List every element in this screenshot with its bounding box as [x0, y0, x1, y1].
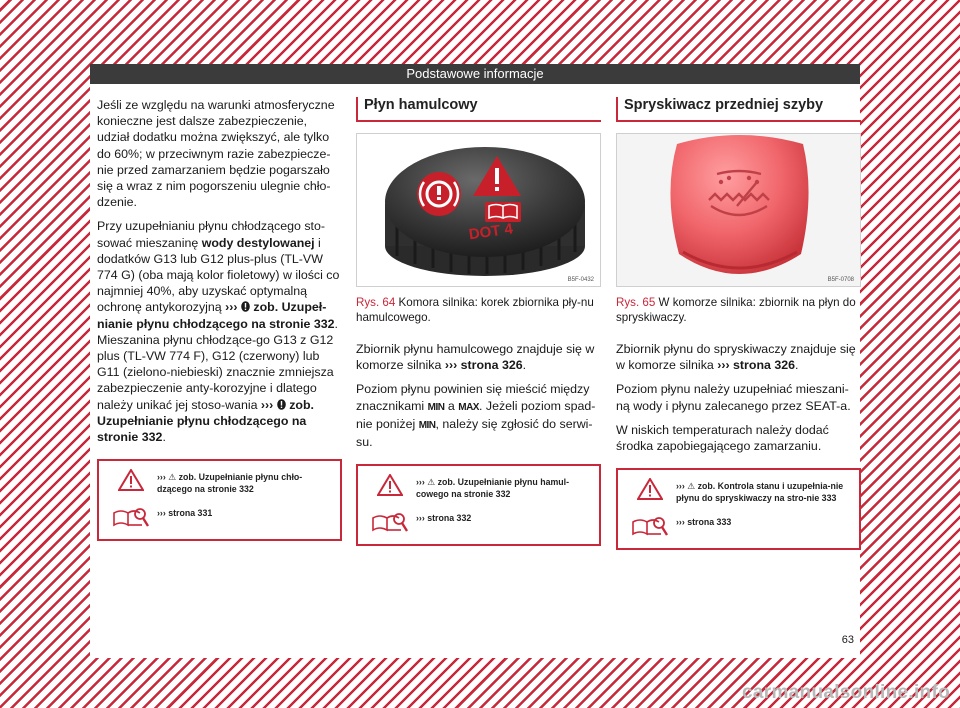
figure-code: B5F-0432 [567, 277, 594, 283]
watermark: carmanualsonline.info [742, 682, 950, 703]
min-marker: MIN [418, 419, 436, 431]
info-reference[interactable]: ››› strona 331 [157, 508, 213, 519]
warning-reference[interactable]: ››› ⚠ zob. Kontrola stanu i uzupełnia-nie płynu do spryskiwaczy na stro-nie 333 [676, 481, 844, 503]
info-circle-icon [241, 301, 250, 312]
figure-washer-reservoir [616, 133, 861, 287]
paragraph: Przy uzupełnianiu płynu chłodzącego sto-sować mieszaninę wody destylowanej i dodatków G13 lub G12 plus-plus (TL-VW 774 G) (oba mają kolor fioletowy) w ilości co najmniej 40%, aby uzyskać optymalną ochronę antykorozyjną ››› zob. Uzupeł-nianie płynu chłodzącego na stronie 332. Mieszanina płynu chłodzące-go G13 z G12 plus (TL-VW 774 F), G12 (czerwony) lub G11 (zielono-niebieski) znacznie zmniejsza zabezpieczenie anty-korozyjne i dlatego należy unikać jej stoso-wania ››› zob. Uzupełnianie płynu chłodzącego na stronie 332. [97, 219, 340, 445]
info-reference[interactable]: ››› strona 333 [676, 517, 732, 528]
figure-brake-fluid-cap [356, 133, 601, 287]
warning-row [105, 469, 334, 495]
paragraph: W niskich temperaturach należy dodać środka zapobiegającego zamarzaniu. [616, 422, 829, 454]
brake-fluid-cap-image [357, 134, 601, 286]
column-3 [616, 97, 861, 550]
paragraph: Poziom płynu należy uzupełniać mieszani-ną wody i płynu zalecanego przez SEAT-a. [616, 382, 851, 413]
cross-reference-link[interactable]: ››› strona 326 [717, 358, 796, 373]
figure-caption: Rys. 64 Komora silnika: korek zbiornika pły-nu hamulcowego. [356, 296, 594, 324]
info-circle-icon [277, 399, 286, 410]
book-wrench-icon [112, 505, 150, 529]
manual-page [90, 64, 860, 658]
info-reference[interactable]: ››› strona 332 [416, 513, 472, 524]
warning-reference[interactable]: ››› ⚠ zob. Uzupełnianie płynu chło-dzącego na stronie 332 [157, 472, 303, 494]
cross-reference-link[interactable]: ››› strona 326 [444, 358, 523, 373]
paragraph: Poziom płynu powinien się mieścić między znacznikami MIN a MAX. Jeżeli poziom spad-nie poniżej MIN, należy się zgłosić do serwi-su. [356, 382, 596, 450]
dot4-label: DOT 4 [467, 220, 514, 244]
cross-reference-link[interactable]: ››› zob. Uzupełnianie płynu chłodzącego na stronie 332 [97, 397, 314, 445]
cross-reference-link[interactable]: ››› zob. Uzupeł-nianie płynu chłodzącego na stronie 332 [97, 300, 335, 331]
column-1 [97, 97, 342, 541]
page-header: Podstawowe informacje [90, 64, 860, 84]
warning-row [624, 478, 853, 504]
warning-row [364, 510, 593, 534]
figure-caption: Rys. 65 W komorze silnika: zbiornik na płyn do spryskiwaczy. [616, 296, 856, 324]
section-title: Płyn hamulcowy [356, 97, 601, 122]
warning-triangle-icon [118, 469, 144, 491]
warning-triangle-icon [377, 474, 403, 496]
paragraph: Zbiornik płynu hamulcowego znajduje się w komorze silnika ››› strona 326. [356, 342, 595, 373]
column-2 [356, 97, 601, 546]
washer-reservoir-image [617, 134, 861, 286]
page-number: 63 [841, 634, 854, 646]
section-title: Spryskiwacz przedniej szyby [616, 97, 861, 122]
book-wrench-icon [631, 514, 669, 538]
max-marker: MAX [458, 401, 479, 413]
warning-reference[interactable]: ››› ⚠ zob. Uzupełnianie płynu hamul-cowego na stronie 332 [416, 477, 570, 499]
warning-box [97, 459, 342, 541]
warning-row [364, 474, 593, 500]
warning-row [105, 505, 334, 529]
figure-code: B5F-0708 [827, 277, 854, 283]
warning-triangle-icon [637, 478, 663, 500]
warning-box [616, 468, 861, 550]
warning-box [356, 464, 601, 546]
warning-row [624, 514, 853, 538]
book-wrench-icon [371, 510, 409, 534]
paragraph: Jeśli ze względu na warunki atmosferyczne konieczne jest dalsze zabezpieczenie, udział dodatku można zwiększyć, ale tylko do 60%; w przeciwnym razie zabezpiecze-nie przed zamarzaniem będzie pogarszało się a wraz z nim pogorszeniu ulegnie chło-dzenie. [97, 98, 335, 210]
min-marker: MIN [427, 401, 445, 413]
paragraph: Zbiornik płynu do spryskiwaczy znajduje się w komorze silnika ››› strona 326. [616, 342, 856, 373]
